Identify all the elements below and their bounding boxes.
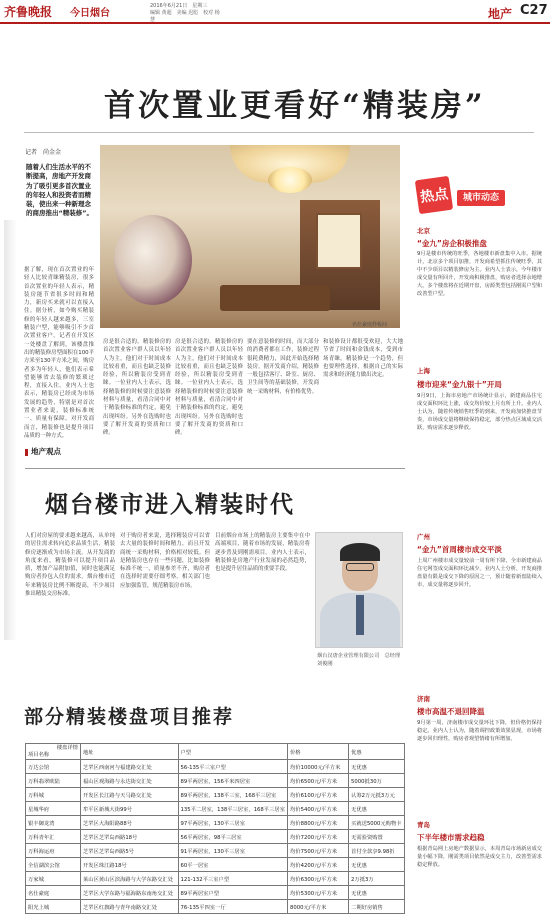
news-title-3: “金九”首周楼市成交平淡: [417, 545, 502, 554]
table-cell: 89平两居室，156平米四居室: [178, 774, 288, 788]
table-cell: 5000抵30万: [349, 774, 405, 788]
table-cell: 135平二居室，138平三居室，168平三居室: [178, 802, 288, 816]
opinion-rule: [25, 468, 405, 469]
news-city-3: 广州: [417, 533, 430, 541]
table-cell: 芝罘区西南河与福建路交汇处: [80, 760, 178, 774]
table-row: [26, 844, 405, 858]
table-cell: 芝罘区大海阳路88号: [80, 816, 178, 830]
table-cell: 买就送5000元购物卡: [349, 816, 405, 830]
opinion-col-3: 目前烟台市场上的精装房主要集中在中高端项目，随着市场的发展，精装房将逐步普及到刚需项目。业内人士表示，精装修是房地产行业发展的必然趋势，也是提升居住品质的重要手段。: [215, 533, 310, 573]
article-col-2: 房是很合适的。精装修房的首次置业客户群人员以年轻人为主，他们对于时间成本比较看重，而且也缺乏装修经验，所以精装房受到青睐。一位业内人士表示，选择精装修的时候要注意装修材料与质量，看清合同中对于精装修标准的约定，避免出现纠纷。另外在选购时也要了解开发商的资质和口碑。: [103, 339, 171, 437]
masthead-meta: [150, 3, 220, 24]
photo-caption: 名仕豪庭样板间: [352, 322, 388, 328]
table-row: [26, 802, 405, 816]
news-city-1: 北京: [417, 227, 430, 235]
page-number: C27: [520, 3, 548, 18]
table-cell: 56-135平三室户型: [178, 760, 288, 774]
table-cell: 万科海运府: [26, 844, 81, 858]
table-cell: 星城华府: [26, 802, 81, 816]
project-table: [25, 743, 405, 914]
table-cell: 无需验资购置: [349, 830, 405, 844]
masthead-editors: 编辑 黄超 美编 迟彪 校对 杨慧: [150, 10, 220, 23]
table-cell: 均价7500元/平方米: [288, 844, 349, 858]
table-cell: 均价10000元/平方米: [288, 760, 349, 774]
news-body-1: 9月是楼市传统的旺季，各地楼市新盘集中入市。据统计，北京多个项目加推，开发商希望抓住传统旺季，其中不少项目以精装修房为主。业内人士表示，今年楼市成交量有所回升，开发商积极推盘，购房者选择余地增大。多个楼盘将在近期开盘，房源类型包括刚需户型和改善型户型。: [417, 251, 542, 298]
table-cell: 首付全款享9.98折: [349, 844, 405, 858]
table-cell: 均价6100元/平方米: [288, 788, 349, 802]
table-cell: 芝罘区芝罘岛西路18号: [80, 830, 178, 844]
edition-name: 今日烟台: [70, 8, 110, 19]
opinion-col-1: 人们对房屋的要求越来越高，从单纯的居住需求转向追求品质生活，精装修房逐渐成为市场主流。从开发商的角度来看，精装修可以提升项目品质，增加产品附加值，同时也能满足购房者拎包入住的需求。烟台楼市近年来精装房比例不断提高，不少项目推出精装交房标准。: [25, 533, 115, 598]
table-row: [26, 872, 405, 886]
table-header-row: [26, 744, 405, 760]
masthead: [0, 0, 550, 24]
hot-badge: 热点: [415, 176, 453, 214]
table-cell: 万科翡翠欧陆: [26, 774, 81, 788]
news-title-1: “金九”房企积极推盘: [417, 239, 487, 248]
table-cell: 均价4200元/平方米: [288, 858, 349, 872]
table-body: [26, 760, 405, 914]
news-city-5: 青岛: [417, 821, 430, 829]
news-body-2: 9月9日，上海市房地产市场统计显示，新建商品住宅成交面积环比上涨，成交均价较上月有所上升。业内人士认为，随着传统销售旺季的到来，开发商加快推盘节奏，市场成交量将继续保持稳定，部分热点区域成交活跃，购房需求逐步释放。: [417, 393, 542, 432]
table-cell: 牟平区新城大街99号: [80, 802, 178, 816]
table-cell: 芝罘区大学东路与福海路东南角交汇处: [80, 886, 178, 900]
left-gutter: [4, 220, 17, 640]
window: [316, 213, 362, 269]
byline: 记者 尚金金: [25, 149, 62, 156]
table-cell: 89平两居室，138平三室，168平三居室: [178, 788, 288, 802]
table-cell: 开发区长江路与天马路交汇处: [80, 788, 178, 802]
table-cell: 银丰御龙湾: [26, 816, 81, 830]
author-portrait: [315, 532, 403, 648]
dining-table: [220, 285, 330, 311]
section-name: 地产: [488, 7, 513, 21]
table-cell: 76-135平四室一厅: [178, 900, 288, 914]
opinion-headline: 烟台楼市进入精装时代: [45, 491, 295, 518]
table-cell: 阳光上城: [26, 900, 81, 914]
portrait-glasses: [346, 563, 374, 571]
table-cell: 91平两居室，130平三居室: [178, 844, 288, 858]
table-cell: 8000元/平方米: [288, 900, 349, 914]
news-title-5: 下半年楼市需求趋稳: [417, 833, 485, 842]
hot-label: 城市动态: [457, 190, 505, 206]
newspaper-logo: 齐鲁晚报: [4, 5, 53, 19]
table-row: [26, 900, 405, 914]
lede: 随着人们生活水平的不断提高，房地产开发商为了吸引更多首次置业的年轻人和投资者而精装，使出来一种新理念的商房推出“精装修”。: [26, 163, 94, 218]
table-header-cell: 地址: [80, 744, 178, 760]
wall-art-flower: [114, 215, 192, 305]
chandelier: [268, 167, 312, 193]
table-row: [26, 886, 405, 900]
opinion-tag: 地产观点: [25, 446, 61, 457]
article-col-2b: 房是很合适的。精装修房的首次置业客户群人员以年轻人为主，他们对于时间成本比较看重，而且也缺乏装修经验，所以精装房受到青睐。一位业内人士表示，选择精装修的时候要注意装修材料与质量，看清合同中对于精装修标准的约定，避免出现纠纷。另外在选购时也要了解开发商的资质和口碑。: [175, 339, 243, 437]
table-cell: 莱山区黄山区滨海路与大学东路交汇处: [80, 872, 178, 886]
table-cell: 均价8800元/平方米: [288, 816, 349, 830]
opinion-col-2: 对于购房者来说，选择精装房可以省去大量的装修时间和精力，而且开发商统一采购材料，价格相对较低。但是精装房也存在一些问题，比如装修标准不统一，质量参差不齐，购房者在选择时需要仔细考察。相关部门也应加强监管，规范精装房市场。: [120, 533, 210, 589]
table-cell: 均价7200元/平方米: [288, 830, 349, 844]
table-cell: 芝罘区红旗路与青年南路交汇处: [80, 900, 178, 914]
list-headline: 部分精装楼盘项目推荐: [24, 706, 235, 728]
table-cell: 万科城: [26, 788, 81, 802]
table-cell: 芝罘区芝罘岛西路5号: [80, 844, 178, 858]
table-row: [26, 858, 405, 872]
article-col-3: 要在意装修的时间，而大部分的消费者都在工作，装修过程很耗费精力，因此开始选择精装房。据开发商介绍，精装修一般包括客厅、卧室、厨房、卫生间等的基础装修，开发商统一采购材料，有价格优势。: [247, 339, 319, 395]
table-cell: 无优惠: [349, 886, 405, 900]
table-cell: 无优惠: [349, 802, 405, 816]
table-row: [26, 788, 405, 802]
portrait-hair: [340, 543, 380, 561]
table-cell: 开发区珠江路18号: [80, 858, 178, 872]
table-corner-header: [26, 744, 81, 760]
table-cell: 福山区观海路与永达街交汇处: [80, 774, 178, 788]
table-row: [26, 774, 405, 788]
header-top-label: 楼盘详情: [56, 744, 78, 751]
table-cell: 均价5300元/平方米: [288, 886, 349, 900]
table-row: [26, 816, 405, 830]
table-row: [26, 760, 405, 774]
table-cell: 二期好房销售: [349, 900, 405, 914]
table-cell: 60平一居室: [178, 858, 288, 872]
table-cell: 均价6500元/平方米: [288, 774, 349, 788]
hot-news-banner: [417, 178, 537, 212]
table-cell: 2万抵3万: [349, 872, 405, 886]
table-cell: 认筹2万元抵3万元: [349, 788, 405, 802]
table-cell: 均价6300元/平方米: [288, 872, 349, 886]
table-cell: 万家城: [26, 872, 81, 886]
table-cell: 无优惠: [349, 858, 405, 872]
news-body-4: 9月第一周，济南楼市成交量环比下降，但价格仍保持稳定。业内人士认为，随着调控政策效果显现，市场将逐步回归理性，购房者观望情绪有所增加。: [417, 720, 542, 743]
table-cell: 万科青年汇: [26, 830, 81, 844]
news-title-2: 楼市迎来“金九银十”开局: [417, 380, 502, 389]
article-col-1: 据了解，现在首次置业的年轻人比较青睐精装房，很多首次置业的年轻人表示，精装房能节省很多时间和精力，新房买来就可以直接入住。据分析，如今购买精装修的年轻人越来越多，三室精装户型，能够吸引不少首次置业客户。记者在开发区一处楼盘了解到，该楼盘推出的精装修房型面积在100平方米至130平方米之间，购房者多为年轻人，他们表示希望能够省去装修的繁琐过程，直接入住。业内人士也表示，精装房已经成为市场发展的趋势，特别是对首次置业者来说，装修标准统一、质量有保障。对开发商而言，精装修也是提升项目品质的一种方式。: [24, 267, 94, 439]
masthead-date: 2016年6月21日 星期三: [150, 3, 208, 9]
table-cell: 121-132平三室户型: [178, 872, 288, 886]
main-headline: 首次置业更看好“精装房”: [104, 88, 486, 124]
header-bottom-label: 项目名称: [28, 751, 50, 758]
table-cell: 无优惠: [349, 760, 405, 774]
news-body-3: 上周广州楼市成交量较前一周有所下降，全市新建商品住宅网签成交面积环比减少。业内人士分析，开发商推盘量有限是成交下降的原因之一，预计随着新盘陆续入市，成交量将逐步回升。: [417, 558, 542, 589]
portrait-tie: [356, 595, 364, 635]
news-body-5: 根据青岛网上房地产数据显示，本周青岛市场新房成交量小幅下降，刚需类项目依然是成交主力，改善型需求稳定释放。: [417, 846, 542, 869]
article-col-4: 和装修设计都很受欢迎，大大地节省了时间和金钱成本，受到市场青睐。精装修是一个趋势，但也要理性选择，根据自己的实际需求和经济能力做出决定。: [323, 339, 403, 379]
table-row: [26, 830, 405, 844]
table-header-cell: 户型: [178, 744, 288, 760]
table-cell: 97平两居室，130平三居室: [178, 816, 288, 830]
news-title-4: 楼市高温不退回降温: [417, 707, 485, 716]
table-cell: 名仕豪庭: [26, 886, 81, 900]
news-city-2: 上海: [417, 367, 430, 375]
table-header-cell: 优惠: [349, 744, 405, 760]
portrait-caption: 烟台汉唐企业管理有限公司 总经理 刘俊刚: [317, 653, 406, 667]
table-cell: 56平两居室，98平三居室: [178, 830, 288, 844]
headline-rule: [24, 132, 534, 133]
news-city-4: 济南: [417, 695, 430, 703]
table-header-cell: 价格: [288, 744, 349, 760]
table-cell: 均价5400元/平方米: [288, 802, 349, 816]
table-cell: 89平两居室户型: [178, 886, 288, 900]
table-cell: 全信湖滨公馆: [26, 858, 81, 872]
table-cell: 万达公馆: [26, 760, 81, 774]
interior-photo: [100, 145, 400, 328]
